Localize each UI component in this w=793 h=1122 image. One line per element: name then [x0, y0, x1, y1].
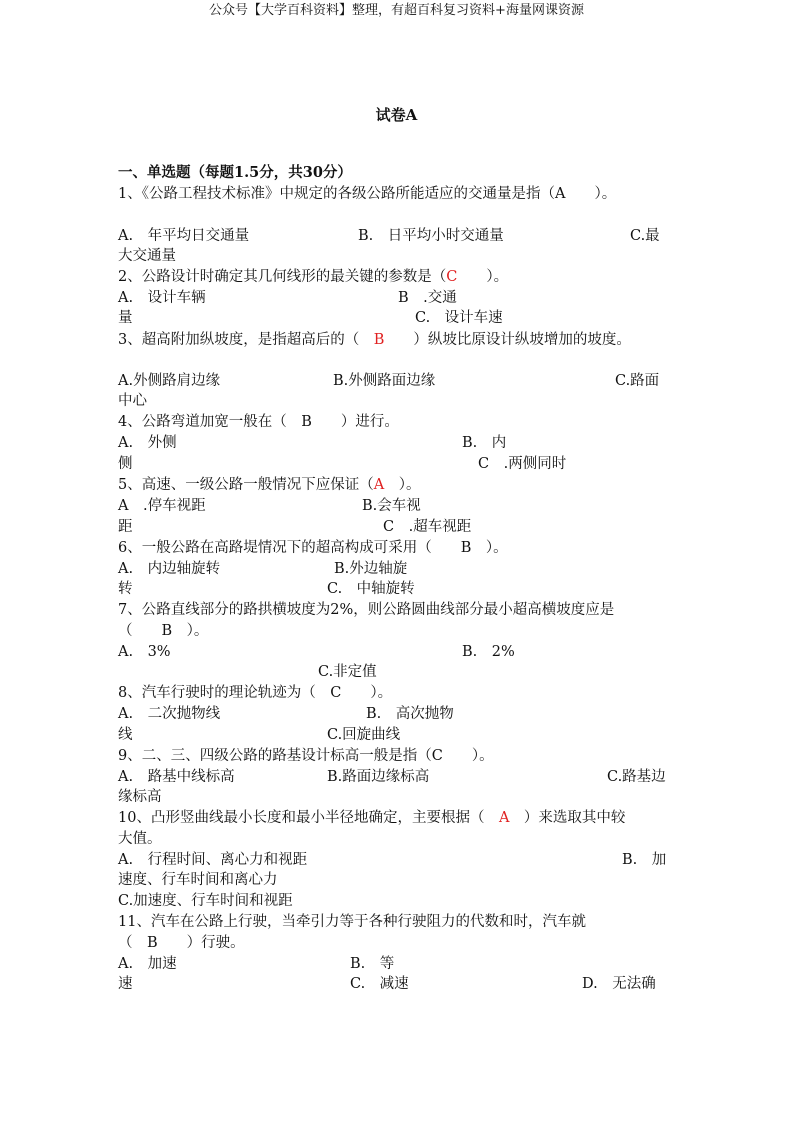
question-stem: 4、公路弯道加宽一般在（ B ）进行。 — [118, 414, 399, 430]
option-b-cont: 速 — [118, 976, 133, 992]
question-stem — [118, 267, 508, 287]
option-a: A. 设计车辆 — [118, 290, 206, 306]
option-b-cont: 量 — [118, 310, 133, 326]
option-a: A .停车视距 — [118, 498, 206, 514]
option-c: C .超车视距 — [383, 519, 472, 535]
option-c: C. 设计车速 — [415, 310, 503, 326]
stem-text: 2、公路设计时确定其几何线形的最关键的参数是（ — [118, 269, 447, 285]
section-label: 一、单选题（每题1.5分，共30分） — [118, 164, 352, 181]
question-stem: 11、汽车在公路上行驶，当牵引力等于各种行驶阻力的代数和时，汽车就 — [118, 914, 586, 930]
option-c: C.路基边 — [607, 769, 666, 785]
option-b-cont: 速度、行车时间和离心力 — [118, 872, 278, 888]
option-c: C.加速度、行车时间和视距 — [118, 893, 293, 909]
option-b: B. 日平均小时交通量 — [358, 228, 504, 244]
question-stem: 6、一般公路在高路堤情况下的超高构成可采用（ B ）。 — [118, 540, 508, 556]
option-a: A. 年平均日交通量 — [118, 228, 250, 244]
option-b: B.外侧路面边缘 — [333, 373, 436, 389]
option-b: B. 2% — [462, 644, 515, 660]
option-a: A.外侧路肩边缘 — [118, 373, 221, 389]
option-a: A. 3% — [118, 644, 171, 660]
option-c: C.非定值 — [318, 664, 377, 680]
question-stem: 9、二、三、四级公路的路基设计标高一般是指（C ）。 — [118, 748, 494, 764]
option-d: D. 无法确 — [582, 976, 656, 992]
option-c: C .两侧同时 — [478, 456, 567, 472]
answer: A — [498, 810, 510, 826]
stem-text: ）。 — [384, 477, 421, 493]
question-stem — [118, 808, 625, 828]
question-stem: 7、公路直线部分的路拱横坡度为2%，则公路圆曲线部分最小超高横坡度应是 — [118, 602, 615, 618]
stem-text: ）。 — [457, 269, 509, 285]
option-c: C.路面 — [615, 373, 660, 389]
option-b: B. 加 — [622, 852, 667, 868]
option-b: B. 高次抛物 — [366, 706, 454, 722]
option-b-cont: 转 — [118, 581, 133, 597]
option-a: A. 行程时间、离心力和视距 — [118, 852, 308, 868]
stem-text: 10、凸形竖曲线最小长度和最小半径地确定，主要根据（ — [118, 810, 499, 826]
answer: A — [373, 477, 385, 493]
question-stem: （ B ）。 — [118, 623, 209, 639]
option-b-cont: 距 — [118, 519, 133, 535]
option-a: A. 加速 — [118, 956, 177, 972]
option-c: C. 中轴旋转 — [327, 581, 415, 597]
stem-text: ）纵坡比原设计纵坡增加的坡度。 — [384, 332, 631, 348]
option-b: B.外边轴旋 — [334, 561, 408, 577]
option-b: B. 等 — [350, 956, 395, 972]
stem-text: 3、超高附加纵坡度，是指超高后的（ — [118, 332, 374, 348]
question-stem: （ B ）行驶。 — [118, 935, 245, 951]
option-c: C. 减速 — [350, 976, 409, 992]
option-b-cont: 线 — [118, 727, 133, 743]
option-b: B.路面边缘标高 — [327, 769, 430, 785]
question-stem: 8、汽车行驶时的理论轨迹为（ C ）。 — [118, 685, 393, 701]
question-stem: 大值。 — [118, 831, 162, 847]
question-stem — [118, 475, 420, 495]
option-a: A. 内边轴旋转 — [118, 561, 221, 577]
page-title: 试卷A — [375, 106, 418, 124]
option-a: A. 外侧 — [118, 435, 177, 451]
question-stem: 1、《公路工程技术标准》中规定的各级公路所能适应的交通量是指（A ）。 — [118, 186, 617, 202]
option-a: A. 二次抛物线 — [118, 706, 221, 722]
option-b: B.会车视 — [362, 498, 421, 514]
question-stem — [118, 330, 631, 350]
page-header: 公众号【大学百科资料】整理，有超百科复习资料+海量网课资源 — [209, 3, 584, 18]
option-c-cont: 缘标高 — [118, 789, 162, 805]
option-b-cont: 侧 — [118, 456, 133, 472]
answer: B — [373, 332, 385, 348]
option-c: C.回旋曲线 — [327, 727, 401, 743]
option-c-cont: 大交通量 — [118, 248, 176, 264]
option-b: B .交通 — [398, 290, 457, 306]
answer: C — [446, 269, 458, 285]
option-c: C.最 — [630, 228, 660, 244]
option-b: B. 内 — [462, 435, 507, 451]
stem-text: 5、高速、一级公路一般情况下应保证（ — [118, 477, 374, 493]
stem-text: ）来选取其中较 — [509, 810, 626, 826]
option-a: A. 路基中线标高 — [118, 769, 235, 785]
option-c-cont: 中心 — [118, 393, 147, 409]
